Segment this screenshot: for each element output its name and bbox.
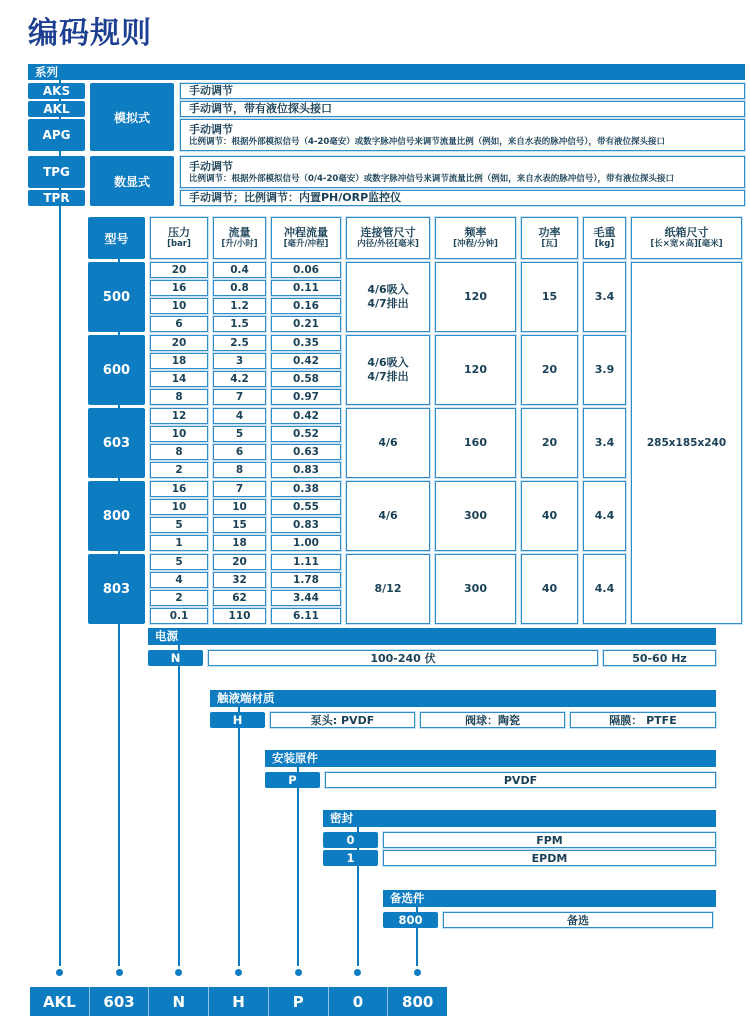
stroke-flow-cell: 0.38 [271, 481, 341, 497]
section-value-box: 隔膜： PTFE [570, 712, 716, 728]
pipe-size-cell [346, 481, 430, 551]
power-cell-value: 40 [541, 509, 558, 522]
table-header-unit: 内径/外径[毫米] [357, 239, 419, 249]
model-cell: 603 [88, 408, 145, 478]
series-desc-box [180, 156, 745, 188]
code-segment: 0 [328, 987, 388, 1016]
code-segment: N [148, 987, 208, 1016]
series-desc-box [180, 119, 745, 151]
series-desc-line: 手动调节，带有液位探头接口 [189, 102, 332, 115]
pipe-size-line: 4/7排出 [367, 297, 409, 310]
stroke-flow-cell: 1.78 [271, 572, 341, 588]
table-header-unit: [kg] [594, 239, 615, 249]
stroke-flow-cell: 0.55 [271, 499, 341, 515]
code-segment: P [268, 987, 328, 1016]
pipe-size-line: 4/7排出 [367, 370, 409, 383]
pressure-cell: 10 [150, 426, 208, 442]
stroke-flow-cell: 0.83 [271, 462, 341, 478]
model-cell: 800 [88, 481, 145, 551]
pressure-cell: 6 [150, 316, 208, 332]
pressure-cell: 1 [150, 535, 208, 551]
table-header-cell [435, 217, 516, 259]
connector-line [59, 79, 61, 966]
flow-cell: 4 [213, 408, 266, 424]
frequency-cell-value: 120 [464, 363, 487, 376]
power-cell-value: 20 [541, 436, 558, 449]
flow-cell: 7 [213, 481, 266, 497]
code-segment: 603 [89, 987, 149, 1016]
flow-cell: 18 [213, 535, 266, 551]
table-header-cell [271, 217, 341, 259]
flow-cell: 0.8 [213, 280, 266, 296]
flow-cell: 62 [213, 590, 266, 606]
series-code-cell: AKS [28, 83, 85, 99]
model-cell: 803 [88, 554, 145, 624]
frequency-cell-value: 120 [464, 290, 487, 303]
table-header-unit: [bar] [167, 239, 191, 249]
frequency-cell-value: 300 [464, 582, 487, 595]
stroke-flow-cell: 3.44 [271, 590, 341, 606]
section-header-options: 备选件 [383, 890, 716, 907]
table-header-unit: [升/小时] [221, 239, 258, 249]
pressure-cell: 5 [150, 517, 208, 533]
stroke-flow-cell: 0.11 [271, 280, 341, 296]
connector-dot [295, 969, 302, 976]
section-value-box: EPDM [383, 850, 716, 866]
pressure-cell: 8 [150, 444, 208, 460]
flow-cell: 6 [213, 444, 266, 460]
pressure-cell: 0.1 [150, 608, 208, 624]
frequency-cell-value: 160 [464, 436, 487, 449]
table-header-cell [213, 217, 266, 259]
stroke-flow-cell: 0.35 [271, 335, 341, 351]
pressure-cell: 10 [150, 298, 208, 314]
table-header-label: 毛重 [593, 226, 616, 239]
weight-cell [583, 408, 626, 478]
series-code-cell: TPR [28, 190, 85, 206]
table-header-label: 型号 [104, 231, 129, 246]
table-header-unit: [冲程/分钟] [453, 239, 498, 249]
power-cell-value: 40 [541, 582, 558, 595]
pressure-cell: 20 [150, 262, 208, 278]
stroke-flow-cell: 0.52 [271, 426, 341, 442]
flow-cell: 15 [213, 517, 266, 533]
series-desc-line: 手动调节 [189, 84, 233, 97]
stroke-flow-cell: 1.11 [271, 554, 341, 570]
flow-cell: 7 [213, 389, 266, 405]
stroke-flow-cell: 0.58 [271, 371, 341, 387]
section-value-box: 备选 [443, 912, 713, 928]
table-header-label: 纸箱尺寸 [664, 226, 709, 239]
table-header-label: 频率 [464, 226, 487, 239]
series-code-cell: TPG [28, 156, 85, 188]
pipe-size-line: 4/6吸入 [367, 356, 409, 369]
stroke-flow-cell: 0.63 [271, 444, 341, 460]
power-cell-value: 15 [541, 290, 558, 303]
section-key-cell: H [210, 712, 265, 728]
section-value-box: 阀球：陶瓷 [420, 712, 565, 728]
table-header-cell [521, 217, 578, 259]
section-header-power: 电源 [148, 628, 716, 645]
weight-cell-value: 3.9 [594, 363, 615, 376]
series-desc-line: 手动调节 [189, 160, 233, 173]
connector-dot [354, 969, 361, 976]
section-value-box: 50-60 Hz [603, 650, 716, 666]
stroke-flow-cell: 1.00 [271, 535, 341, 551]
frequency-cell [435, 554, 516, 624]
power-cell [521, 335, 578, 405]
pipe-size-cell [346, 262, 430, 332]
series-desc-line: 比例调节：根据外部模拟信号（0/4-20毫安）或数字脉冲信号来调节流量比例（例如，来自水表的脉冲信号），带有液位探头接口 [189, 174, 675, 184]
code-segment: 800 [387, 987, 447, 1016]
section-value-box: 泵头: PVDF [270, 712, 415, 728]
weight-cell-value: 4.4 [594, 582, 615, 595]
weight-cell-value: 3.4 [594, 436, 615, 449]
power-cell [521, 554, 578, 624]
connector-dot [175, 969, 182, 976]
flow-cell: 32 [213, 572, 266, 588]
series-desc-box [180, 190, 745, 206]
table-header-unit: [毫升/冲程] [283, 239, 329, 249]
flow-cell: 1.2 [213, 298, 266, 314]
flow-cell: 8 [213, 462, 266, 478]
table-header-cell [631, 217, 742, 259]
table-header-cell [583, 217, 626, 259]
page-title: 编码规则 [28, 16, 152, 51]
section-key-cell: 1 [323, 850, 378, 866]
pressure-cell: 8 [150, 389, 208, 405]
carton-size-cell: 285x185x240 [631, 262, 742, 624]
pressure-cell: 14 [150, 371, 208, 387]
series-desc-line: 手动调节；比例调节：内置PH/ORP监控仪 [189, 191, 402, 204]
pressure-cell: 10 [150, 499, 208, 515]
weight-cell-value: 4.4 [594, 509, 615, 522]
table-header-cell [150, 217, 208, 259]
pressure-cell: 5 [150, 554, 208, 570]
pressure-cell: 16 [150, 481, 208, 497]
pipe-size-line: 8/12 [374, 582, 402, 595]
table-header-label: 冲程流量 [284, 226, 328, 239]
model-cell: 500 [88, 262, 145, 332]
frequency-cell [435, 481, 516, 551]
power-cell-value: 20 [541, 363, 558, 376]
pipe-size-line: 4/6 [378, 509, 398, 522]
weight-cell-value: 3.4 [594, 290, 615, 303]
pipe-size-line: 4/6吸入 [367, 283, 409, 296]
pressure-cell: 2 [150, 590, 208, 606]
series-section-header: 系列 [28, 64, 745, 80]
power-cell [521, 262, 578, 332]
series-desc-box [180, 83, 745, 99]
connector-dot [414, 969, 421, 976]
connector-line [238, 707, 240, 966]
flow-cell: 0.4 [213, 262, 266, 278]
series-desc-line: 比例调节：根据外部模拟信号（4-20毫安）或数字脉冲信号来调节流量比例（例如，来自水表的脉冲信号），带有液位探头接口 [189, 137, 666, 147]
connector-line [297, 767, 299, 966]
flow-cell: 1.5 [213, 316, 266, 332]
section-key-cell: 800 [383, 912, 438, 928]
weight-cell [583, 262, 626, 332]
section-header-wetted: 触液端材质 [210, 690, 716, 707]
section-header-seal: 密封 [323, 810, 716, 827]
weight-cell [583, 481, 626, 551]
power-cell [521, 408, 578, 478]
series-desc-box [180, 101, 745, 117]
code-segment: H [208, 987, 268, 1016]
pressure-cell: 20 [150, 335, 208, 351]
stroke-flow-cell: 0.42 [271, 408, 341, 424]
table-header-label: 功率 [538, 226, 561, 239]
flow-cell: 3 [213, 353, 266, 369]
frequency-cell [435, 408, 516, 478]
pressure-cell: 12 [150, 408, 208, 424]
frequency-cell [435, 335, 516, 405]
section-key-cell: N [148, 650, 203, 666]
flow-cell: 5 [213, 426, 266, 442]
table-header-label: 流量 [228, 226, 251, 239]
frequency-cell [435, 262, 516, 332]
weight-cell [583, 335, 626, 405]
stroke-flow-cell: 0.97 [271, 389, 341, 405]
stroke-flow-cell: 0.21 [271, 316, 341, 332]
connector-dot [116, 969, 123, 976]
power-cell [521, 481, 578, 551]
connector-dot [56, 969, 63, 976]
table-header-label: 压力 [168, 226, 190, 239]
table-header-cell [346, 217, 430, 259]
code-bar [30, 987, 447, 1016]
table-header-label: 连接管尺寸 [360, 226, 416, 239]
pipe-size-cell [346, 554, 430, 624]
flow-cell: 2.5 [213, 335, 266, 351]
pressure-cell: 2 [150, 462, 208, 478]
section-value-box: PVDF [325, 772, 716, 788]
weight-cell [583, 554, 626, 624]
pipe-size-line: 4/6 [378, 436, 398, 449]
pressure-cell: 18 [150, 353, 208, 369]
series-type-cell: 数显式 [90, 156, 174, 206]
pipe-size-cell [346, 335, 430, 405]
stroke-flow-cell: 0.06 [271, 262, 341, 278]
pressure-cell: 4 [150, 572, 208, 588]
section-key-cell: P [265, 772, 320, 788]
series-code-cell: AKL [28, 101, 85, 117]
connector-dot [235, 969, 242, 976]
table-header-unit: [瓦] [541, 239, 558, 249]
frequency-cell-value: 300 [464, 509, 487, 522]
stroke-flow-cell: 6.11 [271, 608, 341, 624]
section-header-install: 安装原件 [265, 750, 716, 767]
section-value-box: FPM [383, 832, 716, 848]
flow-cell: 110 [213, 608, 266, 624]
stroke-flow-cell: 0.16 [271, 298, 341, 314]
table-header-cell [88, 217, 145, 259]
model-cell: 600 [88, 335, 145, 405]
series-desc-line: 手动调节 [189, 123, 233, 136]
series-code-cell: APG [28, 119, 85, 151]
pressure-cell: 16 [150, 280, 208, 296]
series-type-cell: 模拟式 [90, 83, 174, 151]
connector-line [178, 645, 180, 966]
flow-cell: 10 [213, 499, 266, 515]
table-header-unit: [长×宽×高][毫米] [650, 239, 723, 249]
section-value-box: 100-240 伏 [208, 650, 598, 666]
pipe-size-cell [346, 408, 430, 478]
flow-cell: 4.2 [213, 371, 266, 387]
flow-cell: 20 [213, 554, 266, 570]
section-key-cell: 0 [323, 832, 378, 848]
stroke-flow-cell: 0.83 [271, 517, 341, 533]
code-segment: AKL [42, 992, 76, 1011]
stroke-flow-cell: 0.42 [271, 353, 341, 369]
